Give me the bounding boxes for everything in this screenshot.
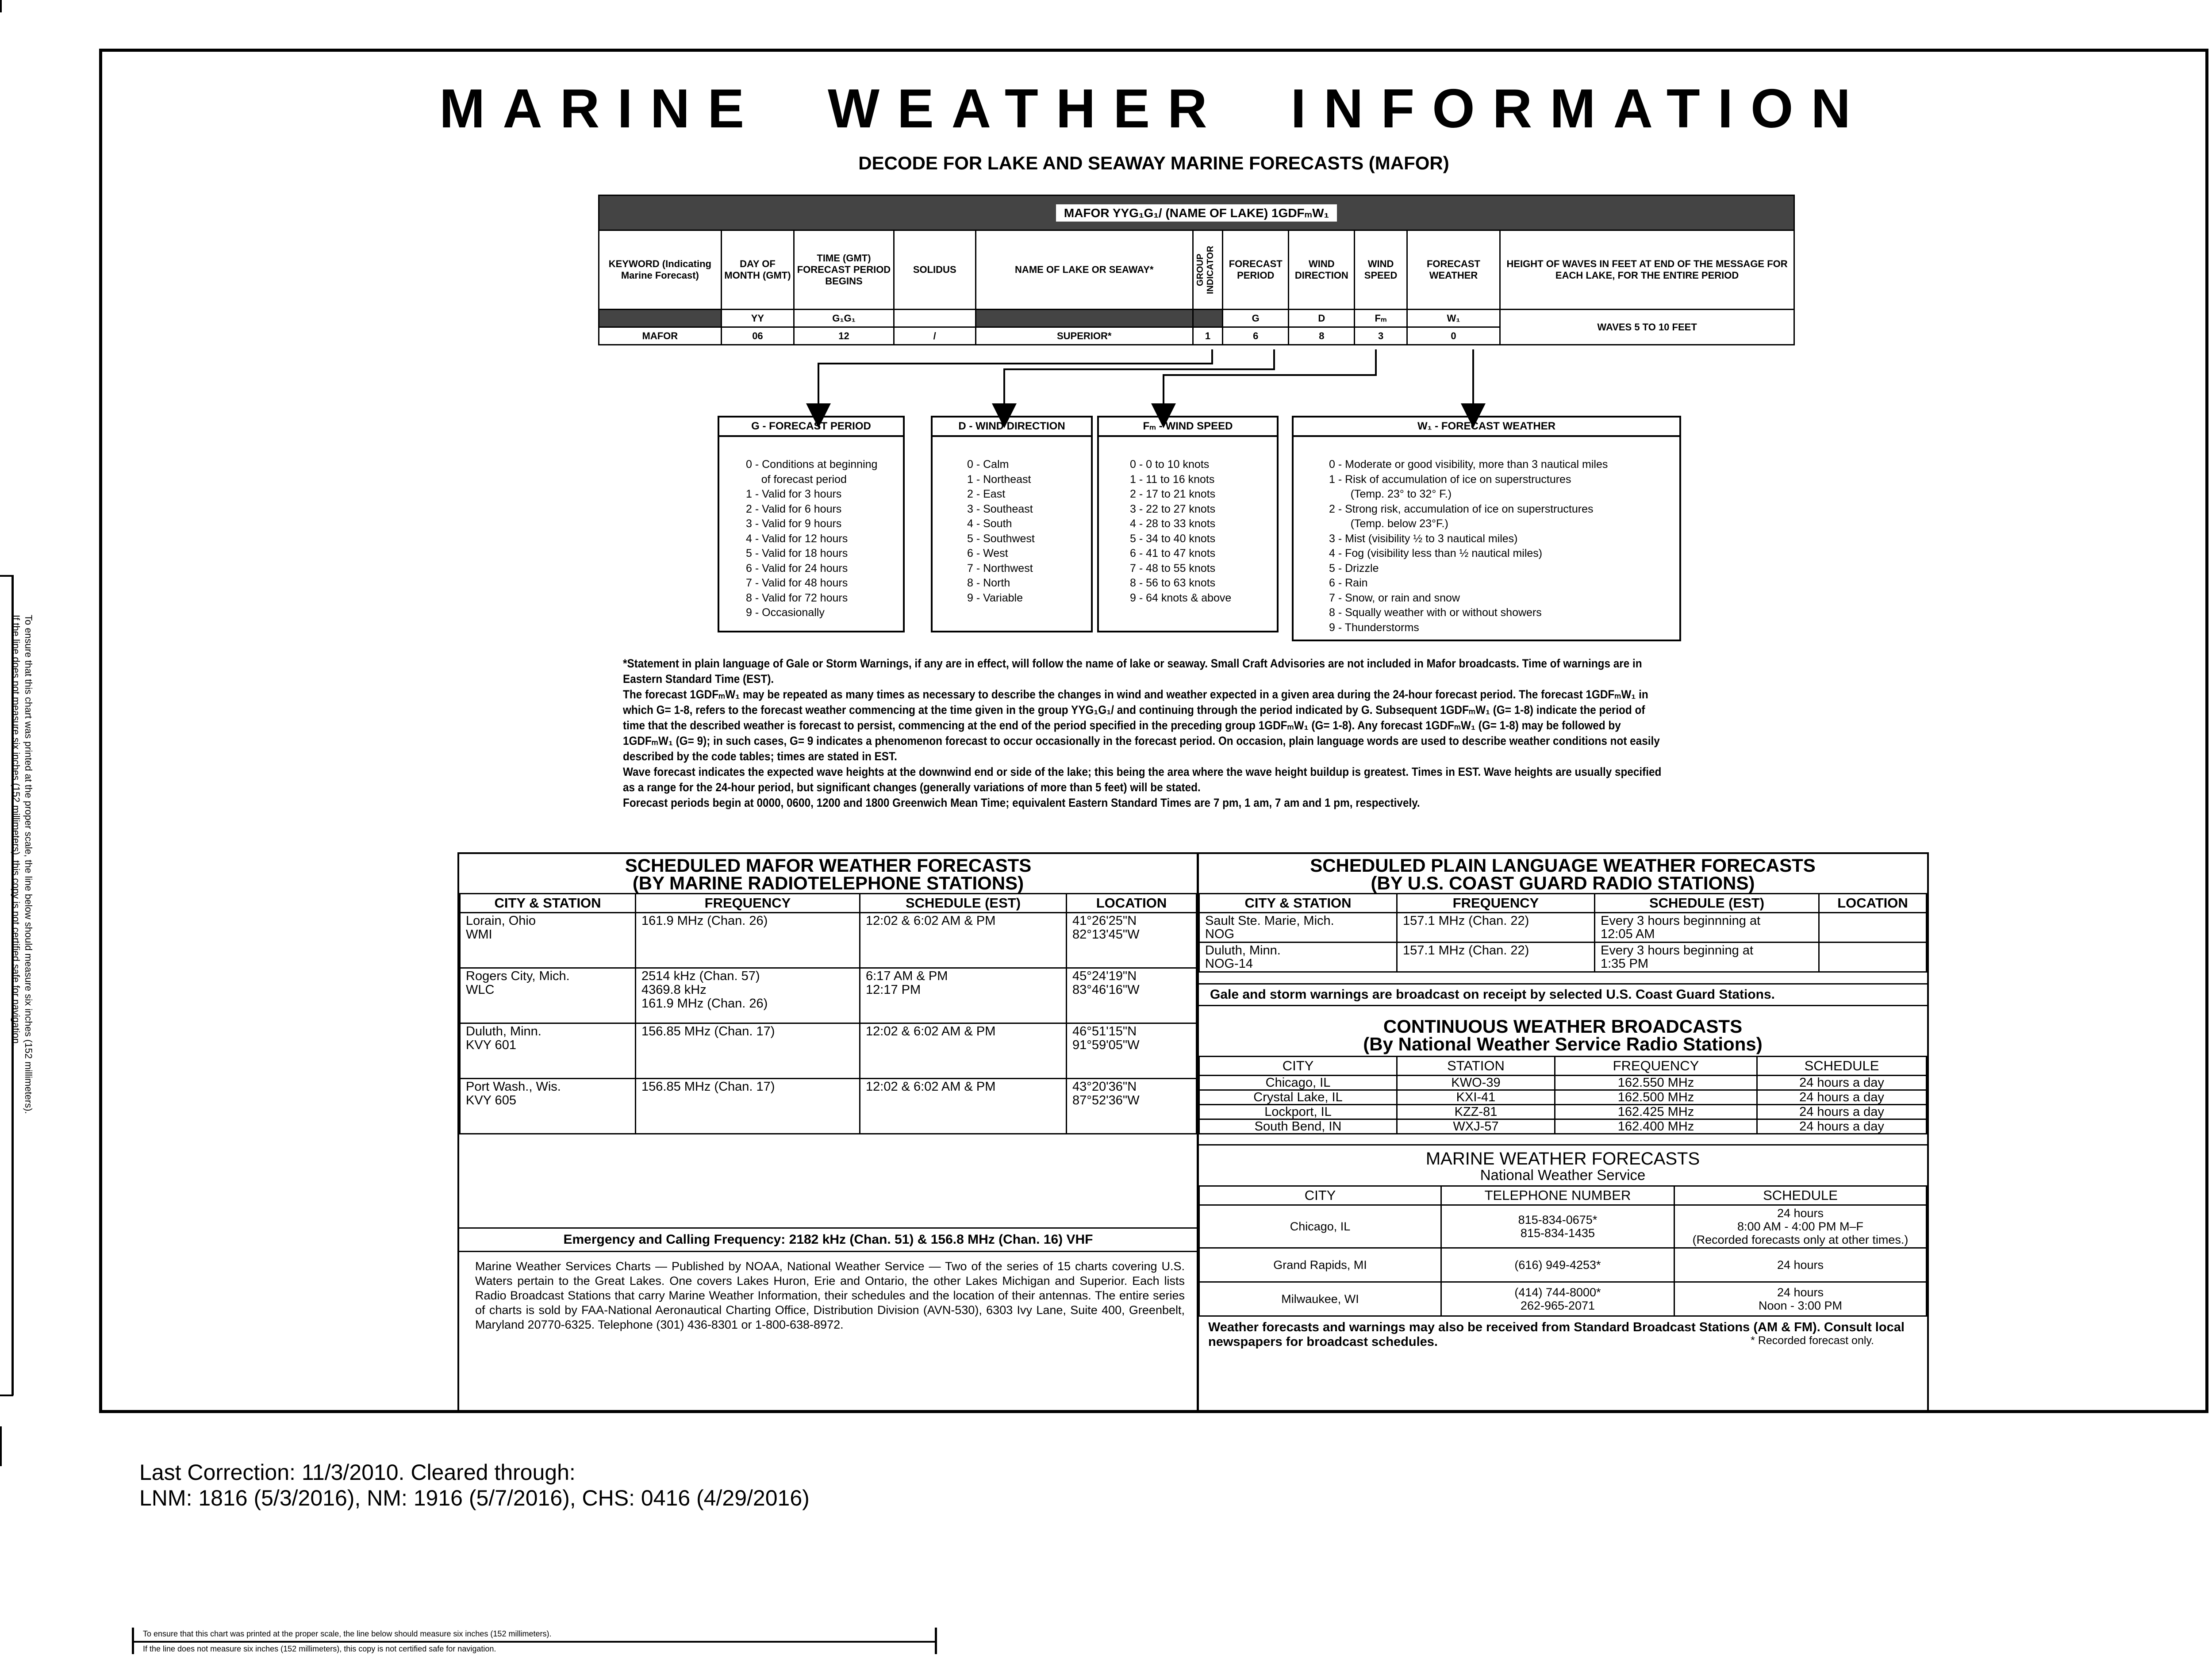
table-cell: 815-834-0675* 815-834-1435: [1441, 1205, 1674, 1248]
code-item: 9 - 64 knots & above: [1130, 591, 1232, 604]
code-item: 3 - Valid for 9 hours: [746, 517, 842, 530]
table-cell: (414) 744-8000* 262-965-2071: [1441, 1282, 1674, 1316]
code-item: (Temp. below 23°F.): [1329, 517, 1448, 530]
publication-note: Marine Weather Services Charts — Published by NOAA, National Weather Service — Two of the series of 15 charts covering U.S. Waters pertain to the Great Lakes. One covers Lakes Huron, Erie and Ontario, the other Lakes Michigan and Superior. Each lists Radio Broadcast Stations that carry Marine Weather Information, their schedules and the location of their antennas. The entire series of charts is sold by FAA-National Aeronautical Charting Office, Distribution Division (AVN-530), 6303 Ivy Lane, Suite 400, Greenbelt, Maryland 20770-6325. Telephone (301) 436-8301 or 1-800-638-8972.: [475, 1260, 1185, 1331]
table-row: [1199, 1090, 1927, 1105]
table-cell: Every 3 hours beginning at 1:35 PM: [1595, 943, 1819, 972]
table-cell: Chicago, IL: [1199, 1205, 1441, 1248]
note-paragraph: The forecast 1GDFₘW₁ may be repeated as many times as necessary to describe the changes in wind and weather expected in a given area during the 24-hour forecast period. The forecast 1GDFₘW₁ in which G= 1-8, refers to the forecast weather commencing at the time given in the group YYG₁G₁/ and continuing through the period indicated by G. Subsequent 1GDFₘW₁ (G= 1-8) indicate the period of time that the described weather is forecast to persist, commencing at the end of the period specified in the preceding group 1GDFₘW₁ (G= 1-8). Any forecast 1GDFₘW₁ (G= 1-8) may be followed by 1GDFₘW₁ (G= 9); in such cases, G= 9 indicates a phenomenon forecast to occur occasionally in the forecast period. On occasion, plain language words are used to describe weather conditions not easily described by the code tables; times are stated in EST.: [623, 688, 1660, 763]
page-title: MARINE WEATHER INFORMATION: [439, 78, 1869, 139]
table-row: [1199, 943, 1927, 972]
table-cell: 24 hours Noon - 3:00 PM: [1674, 1282, 1927, 1316]
empty-space: [459, 1134, 1197, 1229]
code-list: [719, 437, 903, 621]
table-cell: WXJ-57: [1397, 1119, 1555, 1134]
code-item: 7 - Valid for 48 hours: [746, 577, 848, 589]
table-cell: 43°20'36"N 87°52'36"W: [1067, 1079, 1197, 1134]
gale-note: Gale and storm warnings are broadcast on receipt by selected U.S. Coast Guard Stations.: [1198, 983, 1927, 1006]
page-subtitle: DECODE FOR LAKE AND SEAWAY MARINE FORECASTS (MAFOR): [858, 153, 1449, 173]
code-item: 1 - Valid for 3 hours: [746, 488, 842, 500]
code-box-wind-direction: D - WIND DIRECTION 0 - Calm 1 - Northeast 2 - East 3 - Southeast 4 - South 5 - Southwest 6 - West 7 - Northwest 8 - North 9 - Variable: [931, 416, 1093, 632]
code-item: 1 - Northeast: [967, 473, 1031, 486]
table-cell: KWO-39: [1397, 1076, 1555, 1090]
mafor-stations-section: [457, 852, 1199, 1413]
broadcast-note: Weather forecasts and warnings may also be received from Standard Broadcast Stations (AM & FM). Consult local newspapers for broadcast schedules.: [1208, 1320, 1905, 1349]
code-item: 5 - Southwest: [967, 532, 1035, 545]
marine-forecasts-table: CITY TELEPHONE NUMBER SCHEDULE Chicago, IL 815-834-0675* 815-834-1435 24 hours 8:00 AM - 4:00 PM M–F (Recorded forecasts only at other times.) Grand Rapids, MI (616) 949-4253* 24 hours Milwaukee, WI (414) 744-8000* 262-965-2071 24 hours Noon - 3:00 PM: [1198, 1185, 1927, 1317]
code-item: 6 - Valid for 24 hours: [746, 562, 848, 575]
code-list: [933, 437, 1091, 605]
table-cell: 24 hours a day: [1757, 1076, 1927, 1090]
scale-strip: [132, 1628, 937, 1654]
mafor-format: MAFOR YYG₁G₁/ (NAME OF LAKE) 1GDFₘW₁: [1056, 204, 1337, 222]
table-cell: [1819, 913, 1927, 943]
table-cell: Duluth, Minn. NOG-14: [1199, 943, 1397, 972]
note-paragraph: *Statement in plain language of Gale or Storm Warnings, if any are in effect, will follow the name of lake or seaway. Small Craft Advisories are not included in Mafor broadcasts. Time of warnings are in Eastern Standard Time (EST).: [623, 657, 1642, 686]
table-cell: 157.1 MHz (Chan. 22): [1397, 943, 1595, 972]
table-cell: 41°26'25"N 82°13'45"W: [1067, 913, 1197, 968]
mafor-stations-subtitle: (BY MARINE RADIOTELEPHONE STATIONS): [632, 873, 1024, 893]
code-item: 6 - West: [967, 547, 1008, 559]
table-cell: (616) 949-4253*: [1441, 1248, 1674, 1282]
code-item: 2 - Valid for 6 hours: [746, 502, 842, 515]
table-row: [1199, 1282, 1927, 1316]
table-row: [1199, 1076, 1927, 1090]
marine-forecasts-title: MARINE WEATHER FORECASTS: [1198, 1144, 1927, 1168]
code-item: 2 - East: [967, 488, 1006, 500]
table-cell: Duluth, Minn. KVY 601: [460, 1023, 636, 1079]
table-cell: 24 hours a day: [1757, 1105, 1927, 1119]
table-cell: Milwaukee, WI: [1199, 1282, 1441, 1316]
code-item: 9 - Thunderstorms: [1329, 621, 1419, 634]
table-cell: 2514 kHz (Chan. 57) 4369.8 kHz 161.9 MHz (Chan. 26): [636, 968, 860, 1023]
code-item: 8 - 56 to 63 knots: [1130, 577, 1216, 589]
table-cell: 12:02 & 6:02 AM & PM: [860, 1023, 1067, 1079]
table-row: [1199, 1119, 1927, 1134]
code-item: 8 - Squally weather with or without showers: [1329, 606, 1542, 619]
decode-arrows: [0, 0, 2212, 442]
table-cell: Lorain, Ohio WMI: [460, 913, 636, 968]
code-item: of forecast period: [746, 473, 847, 486]
code-item: 1 - 11 to 16 knots: [1130, 473, 1215, 486]
table-cell: Rogers City, Mich. WLC: [460, 968, 636, 1023]
decode-notes: [623, 656, 1670, 811]
mafor-stations-title: SCHEDULED MAFOR WEATHER FORECASTS: [625, 855, 1032, 876]
code-item: 8 - Valid for 72 hours: [746, 591, 848, 604]
code-box-forecast-period: G - FORECAST PERIOD 0 - Conditions at beginning of forecast period 1 - Valid for 3 hours 2 - Valid for 6 hours 3 - Valid for 9 hours 4 - Valid for 12 hours 5 - Valid for 18 hours 6 - Valid for 24 hours 7 - Valid for 48 hours 8 - Valid for 72 hours 9 - Occasionally: [718, 416, 905, 632]
table-cell: Port Wash., Wis. KVY 605: [460, 1079, 636, 1134]
code-item: 2 - 17 to 21 knots: [1130, 488, 1216, 500]
margin-tick-lower: [0, 1426, 2, 1466]
plain-language-title: SCHEDULED PLAIN LANGUAGE WEATHER FORECASTS: [1310, 855, 1816, 876]
mafor-example-row: MAFOR 06 12 / SUPERIOR* 1 6 8 3 0: [599, 327, 1794, 345]
code-item: 0 - Conditions at beginning: [746, 458, 878, 471]
table-cell: 157.1 MHz (Chan. 22): [1397, 913, 1595, 943]
scale-note-line2: If the line does not measure six inches (152 millimeters), this copy is not certified safe for navigation.: [143, 1644, 496, 1653]
code-item: 5 - 34 to 40 knots: [1130, 532, 1216, 545]
continuous-title: CONTINUOUS WEATHER BROADCASTS: [1383, 1016, 1743, 1037]
marine-forecasts-subtitle: National Weather Service: [1480, 1167, 1646, 1183]
note-paragraph: Wave forecast indicates the expected wave heights at the downwind end or side of the lake; this being the area where the wave height buildup is greatest. Times in EST. Wave heights are usually specified as a range for the 24-hour period, but significant changes (generally variations of more than 5 feet) will be stated.: [623, 765, 1662, 794]
table-row: [460, 968, 1197, 1023]
code-item: 4 - 28 to 33 knots: [1130, 517, 1216, 530]
code-item: 9 - Variable: [967, 591, 1023, 604]
code-item: (Temp. 23° to 32° F.): [1329, 488, 1452, 500]
table-cell: Sault Ste. Marie, Mich. NOG: [1199, 913, 1397, 943]
continuous-subtitle: (By National Weather Service Radio Stations): [1363, 1034, 1763, 1054]
table-cell: Chicago, IL: [1199, 1076, 1397, 1090]
waves-cell: WAVES 5 TO 10 FEET: [1500, 310, 1794, 345]
last-correction: Last Correction: 11/3/2010. Cleared through:: [139, 1460, 576, 1485]
margin-tick-top2: [0, 575, 13, 577]
table-cell: Grand Rapids, MI: [1199, 1248, 1441, 1282]
table-cell: South Bend, IN: [1199, 1119, 1397, 1134]
table-cell: KXI-41: [1397, 1090, 1555, 1105]
code-item: 7 - Snow, or rain and snow: [1329, 591, 1460, 604]
code-item: 8 - North: [967, 577, 1010, 589]
table-cell: 12:02 & 6:02 AM & PM: [860, 1079, 1067, 1134]
table-row: [1199, 1205, 1927, 1248]
table-cell: Crystal Lake, IL: [1199, 1090, 1397, 1105]
code-item: 4 - Valid for 12 hours: [746, 532, 848, 545]
table-cell: Every 3 hours beginnning at 12:05 AM: [1595, 913, 1819, 943]
code-item: 0 - 0 to 10 knots: [1130, 458, 1210, 471]
table-cell: 12:02 & 6:02 AM & PM: [860, 913, 1067, 968]
table-cell: 156.85 MHz (Chan. 17): [636, 1023, 860, 1079]
code-item: 1 - Risk of accumulation of ice on superstructures: [1329, 473, 1571, 486]
code-item: 7 - Northwest: [967, 562, 1033, 575]
recorded-note: * Recorded forecast only.: [1751, 1334, 1874, 1347]
code-list: [1099, 437, 1277, 605]
table-cell: 24 hours a day: [1757, 1119, 1927, 1134]
code-item: 7 - 48 to 55 knots: [1130, 562, 1216, 575]
table-cell: 45°24'19"N 83°46'16"W: [1067, 968, 1197, 1023]
continuous-table: CITY STATION FREQUENCY SCHEDULE Chicago, IL KWO-39 162.550 MHz 24 hours a day Crystal Lake, IL KXI-41 162.500 MHz 24 hours a day Lockport, IL KZZ-81 162.425 MHz 24 hours a day South Bend, IN WXJ-57 162.400 MHz 24 hours a day: [1198, 1056, 1927, 1134]
code-item: 2 - Strong risk, accumulation of ice on superstructures: [1329, 502, 1594, 515]
code-item: 0 - Moderate or good visibility, more than 3 nautical miles: [1329, 458, 1608, 471]
vertical-scale-note: To ensure that this chart was printed at the proper scale, the line below should measure six inches (152 millimeters). If the line does not measure six inches (152 millimeters), this copy is not certified safe for navigation.: [11, 615, 34, 1114]
table-cell: 24 hours: [1674, 1248, 1927, 1282]
table-cell: [1819, 943, 1927, 972]
code-item: 4 - Fog (visibility less than ½ nautical miles): [1329, 547, 1543, 559]
scale-note-line1: To ensure that this chart was printed at the proper scale, the line below should measure six inches (152 millimeters).: [134, 1628, 935, 1643]
correction-footer: [139, 1460, 810, 1511]
table-cell: 161.9 MHz (Chan. 26): [636, 913, 860, 968]
code-box-forecast-weather: W₁ - FORECAST WEATHER 0 - Moderate or good visibility, more than 3 nautical miles 1 - Risk of accumulation of ice on superstructures (Temp. 23° to 32° F.) 2 - Strong risk, accumulation of ice on superstructures (Temp. below 23°F.) 3 - Mist (visibility ½ to 3 nautical miles) 4 - Fog (visibility less than ½ nautical miles) 5 - Drizzle 6 - Rain 7 - Snow, or rain and snow 8 - Squally weather with or without showers 9 - Thunderstorms: [1292, 416, 1681, 641]
code-item: 3 - Mist (visibility ½ to 3 nautical miles): [1329, 532, 1518, 545]
table-cell: Lockport, IL: [1199, 1105, 1397, 1119]
margin-tick-bottom: [0, 1395, 13, 1396]
code-list: [1294, 437, 1679, 635]
table-row: [460, 1079, 1197, 1134]
table-row: [460, 1023, 1197, 1079]
mafor-symbol-row: YY G₁G₁ G D Fₘ W₁ WAVES 5 TO 10 FEET: [599, 310, 1794, 327]
table-cell: 162.400 MHz: [1555, 1119, 1757, 1134]
table-row: [1199, 913, 1927, 943]
table-cell: 6:17 AM & PM 12:17 PM: [860, 968, 1067, 1023]
mafor-stations-table: CITY & STATION FREQUENCY SCHEDULE (EST) LOCATION Lorain, Ohio WMI 161.9 MHz (Chan. 26) 12:02 & 6:02 AM & PM 41°26'25"N 82°13'45"W Rogers City, Mich. WLC 2514 kHz (Chan. 57) 4369.8 kHz 161.9 MHz (Chan. 26) 6:17 AM & PM 12:17 PM 45°24'19"N 83°46'16"W Duluth, Minn. KVY 601 156.85 MHz (Chan. 17) 12:02 & 6:02 AM & PM 46°51'15"N 91°59'05"W Port Wash., Wis. KVY 605 156.85 MHz (Chan. 17) 12:02 & 6:02 AM & PM 43°20'36"N 87°52'36"W: [459, 893, 1197, 1134]
table-cell: 46°51'15"N 91°59'05"W: [1067, 1023, 1197, 1079]
plain-language-table: CITY & STATION FREQUENCY SCHEDULE (EST) LOCATION Sault Ste. Marie, Mich. NOG 157.1 MHz (Chan. 22) Every 3 hours beginnning at 12:05 AM Duluth, Minn. NOG-14 157.1 MHz (Chan. 22) Every 3 hours beginning at 1:35 PM: [1198, 893, 1927, 973]
code-item: 3 - Southeast: [967, 502, 1033, 515]
table-row: [460, 913, 1197, 968]
cleared-through: LNM: 1816 (5/3/2016), NM: 1916 (5/7/2016), CHS: 0416 (4/29/2016): [139, 1486, 810, 1510]
note-paragraph: Forecast periods begin at 0000, 0600, 1200 and 1800 Greenwich Mean Time; equivalent Eastern Standard Times are 7 pm, 1 am, 7 am and 1 pm, respectively.: [623, 796, 1420, 809]
table-cell: 24 hours a day: [1757, 1090, 1927, 1105]
code-item: 5 - Drizzle: [1329, 562, 1379, 575]
table-cell: 24 hours 8:00 AM - 4:00 PM M–F (Recorded forecasts only at other times.): [1674, 1205, 1927, 1248]
table-row: [1199, 1248, 1927, 1282]
code-item: 9 - Occasionally: [746, 606, 825, 619]
table-cell: 162.425 MHz: [1555, 1105, 1757, 1119]
emergency-frequency: Emergency and Calling Frequency: 2182 kHz (Chan. 51) & 156.8 MHz (Chan. 16) VHF: [459, 1229, 1197, 1252]
table-cell: 162.550 MHz: [1555, 1076, 1757, 1090]
code-item: 6 - Rain: [1329, 577, 1368, 589]
plain-language-subtitle: (BY U.S. COAST GUARD RADIO STATIONS): [1371, 873, 1755, 893]
right-section: [1197, 852, 1929, 1413]
table-cell: KZZ-81: [1397, 1105, 1555, 1119]
code-item: 0 - Calm: [967, 458, 1009, 471]
table-cell: 162.500 MHz: [1555, 1090, 1757, 1105]
code-item: 6 - 41 to 47 knots: [1130, 547, 1216, 559]
table-cell: 156.85 MHz (Chan. 17): [636, 1079, 860, 1134]
table-row: [1199, 1105, 1927, 1119]
mafor-header-row: KEYWORD (Indicating Marine Forecast) DAY OF MONTH (GMT) TIME (GMT) FORECAST PERIOD BEGINS SOLIDUS NAME OF LAKE OR SEAWAY* GROUP INDICATOR FORECAST PERIOD WIND DIRECTION WIND SPEED FORECAST WEATHER HEIGHT OF WAVES IN FEET AT END OF THE MESSAGE FOR EACH LAKE, FOR THE ENTIRE PERIOD: [599, 230, 1794, 310]
code-item: 3 - 22 to 27 knots: [1130, 502, 1216, 515]
code-item: 4 - South: [967, 517, 1012, 530]
code-item: 5 - Valid for 18 hours: [746, 547, 848, 559]
code-box-wind-speed: Fₘ - WIND SPEED 0 - 0 to 10 knots 1 - 11 to 16 knots 2 - 17 to 21 knots 3 - 22 to 27 knots 4 - 28 to 33 knots 5 - 34 to 40 knots 6 - 41 to 47 knots 7 - 48 to 55 knots 8 - 56 to 63 knots 9 - 64 knots & above: [1097, 416, 1279, 632]
